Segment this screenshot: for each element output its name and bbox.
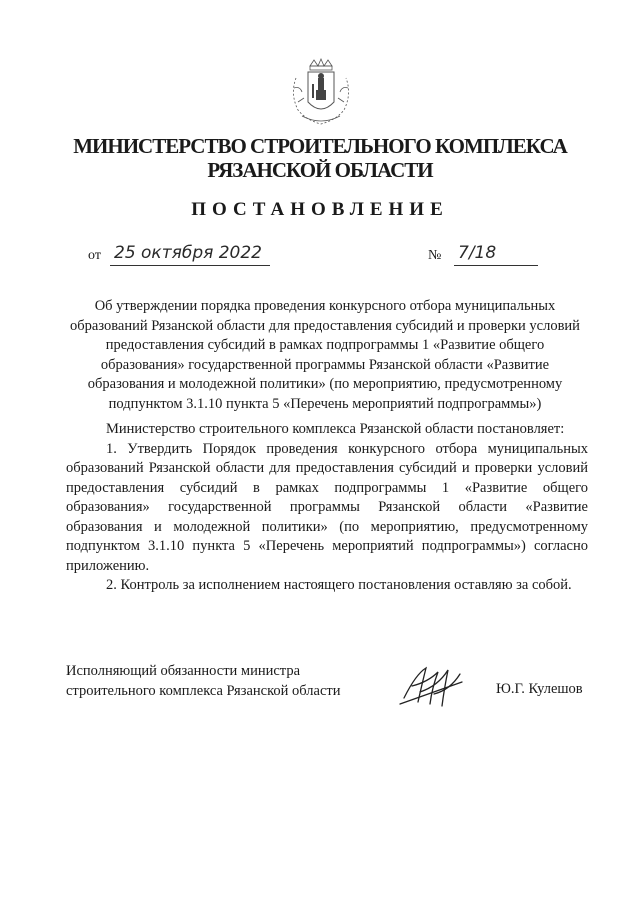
document-type-heading: ПОСТАНОВЛЕНИЕ bbox=[191, 199, 449, 220]
handwritten-signature bbox=[398, 664, 468, 708]
date-underline bbox=[110, 265, 270, 266]
document-body bbox=[66, 420, 588, 596]
ministry-name-line2: РЯЗАНСКОЙ ОБЛАСТИ bbox=[207, 158, 433, 182]
body-item-2: 2. Контроль за исполнением настоящего постановления оставляю за собой. bbox=[106, 577, 572, 593]
signer-position-line2: строительного комплекса Рязанской области bbox=[66, 683, 341, 699]
signer-position-line1: Исполняющий обязанности министра bbox=[66, 663, 301, 679]
date-prefix: от bbox=[88, 248, 101, 263]
signer-position bbox=[66, 661, 341, 701]
number-prefix: № bbox=[428, 248, 442, 263]
body-intro: Министерство строительного комплекса Рязанской области постановляет: bbox=[106, 421, 565, 437]
body-item-1: 1. Утвердить Порядок проведения конкурсного отбора муниципальных образований Рязанской области для предоставления субсидий и проверки условий предоставления субсидий в рамках подпрограммы 1 «Развитие общего образования» государственной программы Рязанской области «Развитие образования и молодежной политики» (по мероприятию, предусмотренному подпунктом 3.1.10 пункта 5 «Перечень мероприятий подпрограммы») согласно приложению. bbox=[66, 440, 588, 574]
ministry-name-line1: МИНИСТЕРСТВО СТРОИТЕЛЬНОГО КОМПЛЕКСА bbox=[73, 134, 567, 158]
number-handwritten: 7/18 bbox=[458, 243, 497, 263]
document-title: Об утверждении порядка проведения конкурсного отбора муниципальных образований Рязанской области для предоставления субсидий и проверки условий предоставления субсидий в рамках подпрограммы 1 «Развитие общего образования» государственной программы Рязанской области «Развитие образования и молодежной политики» (по мероприятию, предусмотренному подпунктом 3.1.10 пункта 5 «Перечень мероприятий подпрограммы») bbox=[70, 298, 580, 412]
date-handwritten: 25 октября 2022 bbox=[114, 243, 263, 263]
coat-of-arms-emblem bbox=[288, 58, 354, 128]
signer-name: Ю.Г. Кулешов bbox=[496, 681, 583, 697]
number-underline bbox=[454, 265, 538, 266]
